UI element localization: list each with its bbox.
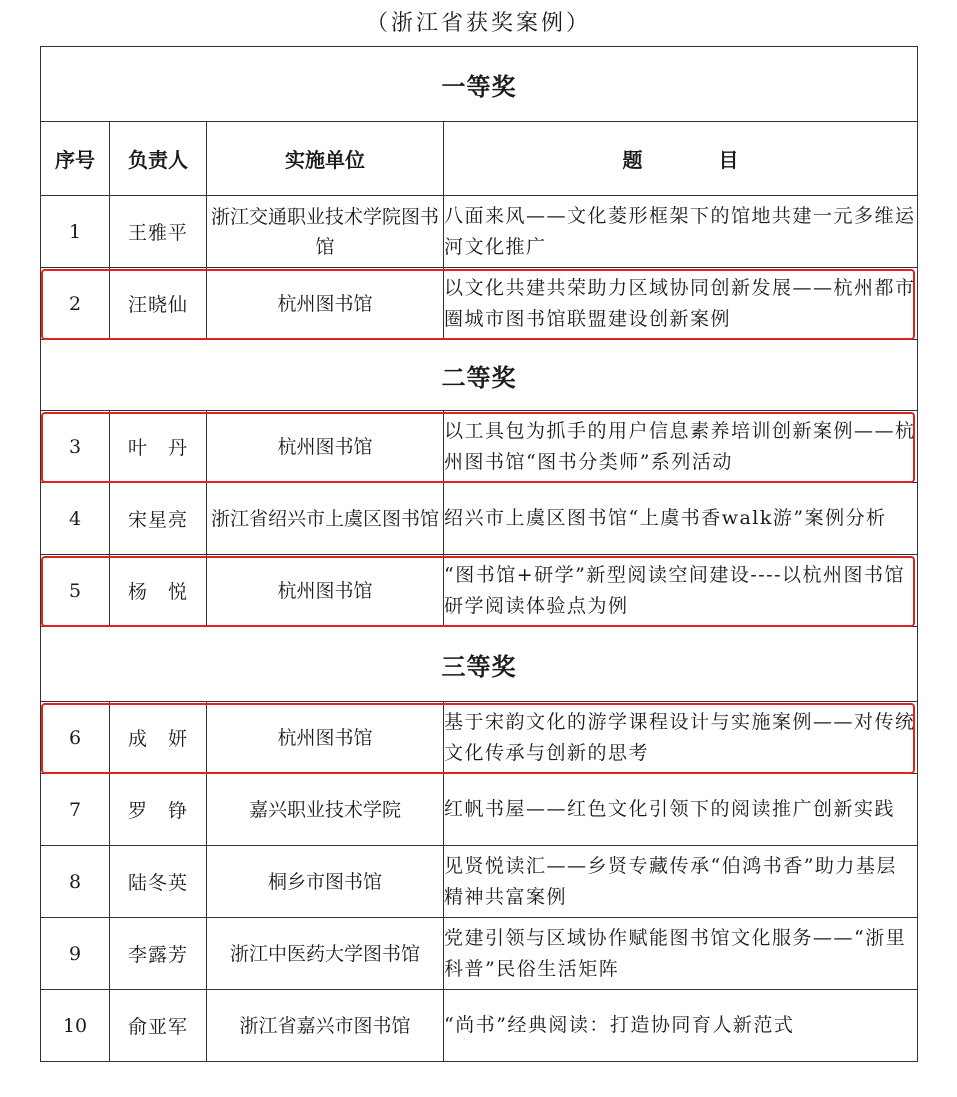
header-unit: 实施单位 [207,122,444,196]
table-row [41,990,918,1062]
row-title: 以文化共建共荣助力区域协同创新发展——杭州都市圈城市图书馆联盟建设创新案例 [444,268,918,340]
row-person: 俞亚军 [110,990,207,1062]
row-number: 3 [41,411,110,483]
row-number: 8 [41,846,110,918]
section-row-first-prize [41,47,918,122]
row-title: 见贤悦读汇——乡贤专藏传承“伯鸿书香”助力基层精神共富案例 [444,846,918,918]
row-person: 杨 悦 [110,555,207,627]
row-title: “尚书”经典阅读：打造协同育人新范式 [444,990,918,1062]
table-row [41,268,918,340]
row-unit: 杭州图书馆 [207,411,444,483]
table-row [41,411,918,483]
row-number: 5 [41,555,110,627]
section-label: 二等奖 [41,340,918,411]
row-unit: 嘉兴职业技术学院 [207,774,444,846]
row-unit: 杭州图书馆 [207,555,444,627]
row-number: 10 [41,990,110,1062]
header-person: 负责人 [110,122,207,196]
table-row [41,702,918,774]
row-title: “图书馆+研学”新型阅读空间建设----以杭州图书馆研学阅读体验点为例 [444,555,918,627]
row-title: 以工具包为抓手的用户信息素养培训创新案例——杭州图书馆“图书分类师”系列活动 [444,411,918,483]
row-title: 党建引领与区域协作赋能图书馆文化服务——“浙里科普”民俗生活矩阵 [444,918,918,990]
row-person: 叶 丹 [110,411,207,483]
row-title: 八面来风——文化菱形框架下的馆地共建一元多维运河文化推广 [444,196,918,268]
award-table [40,46,918,1062]
section-label: 三等奖 [41,627,918,702]
row-number: 1 [41,196,110,268]
row-number: 4 [41,483,110,555]
row-number: 6 [41,702,110,774]
table-row [41,483,918,555]
row-number: 9 [41,918,110,990]
row-unit: 桐乡市图书馆 [207,846,444,918]
row-unit: 浙江中医药大学图书馆 [207,918,444,990]
header-title: 题 目 [444,122,918,196]
row-person: 陆冬英 [110,846,207,918]
table-row [41,918,918,990]
header-row [41,122,918,196]
section-label: 一等奖 [41,47,918,122]
header-num: 序号 [41,122,110,196]
row-number: 2 [41,268,110,340]
row-unit: 杭州图书馆 [207,268,444,340]
row-number: 7 [41,774,110,846]
row-title: 绍兴市上虞区图书馆“上虞书香walk游”案例分析 [444,483,918,555]
table-row [41,846,918,918]
row-unit: 浙江省绍兴市上虞区图书馆 [207,483,444,555]
row-title: 基于宋韵文化的游学课程设计与实施案例——对传统文化传承与创新的思考 [444,702,918,774]
row-title: 红帆书屋——红色文化引领下的阅读推广创新实践 [444,774,918,846]
row-unit: 浙江省嘉兴市图书馆 [207,990,444,1062]
table-row [41,774,918,846]
row-person: 罗 铮 [110,774,207,846]
row-person: 宋星亮 [110,483,207,555]
table-caption: （浙江省获奖案例） [365,11,591,36]
row-unit: 杭州图书馆 [207,702,444,774]
row-person: 李露芳 [110,918,207,990]
section-row-second-prize [41,340,918,411]
row-person: 汪晓仙 [110,268,207,340]
row-person: 成 妍 [110,702,207,774]
row-person: 王雅平 [110,196,207,268]
table-row [41,196,918,268]
section-row-third-prize [41,627,918,702]
row-unit: 浙江交通职业技术学院图书馆 [207,196,444,268]
table-row [41,555,918,627]
